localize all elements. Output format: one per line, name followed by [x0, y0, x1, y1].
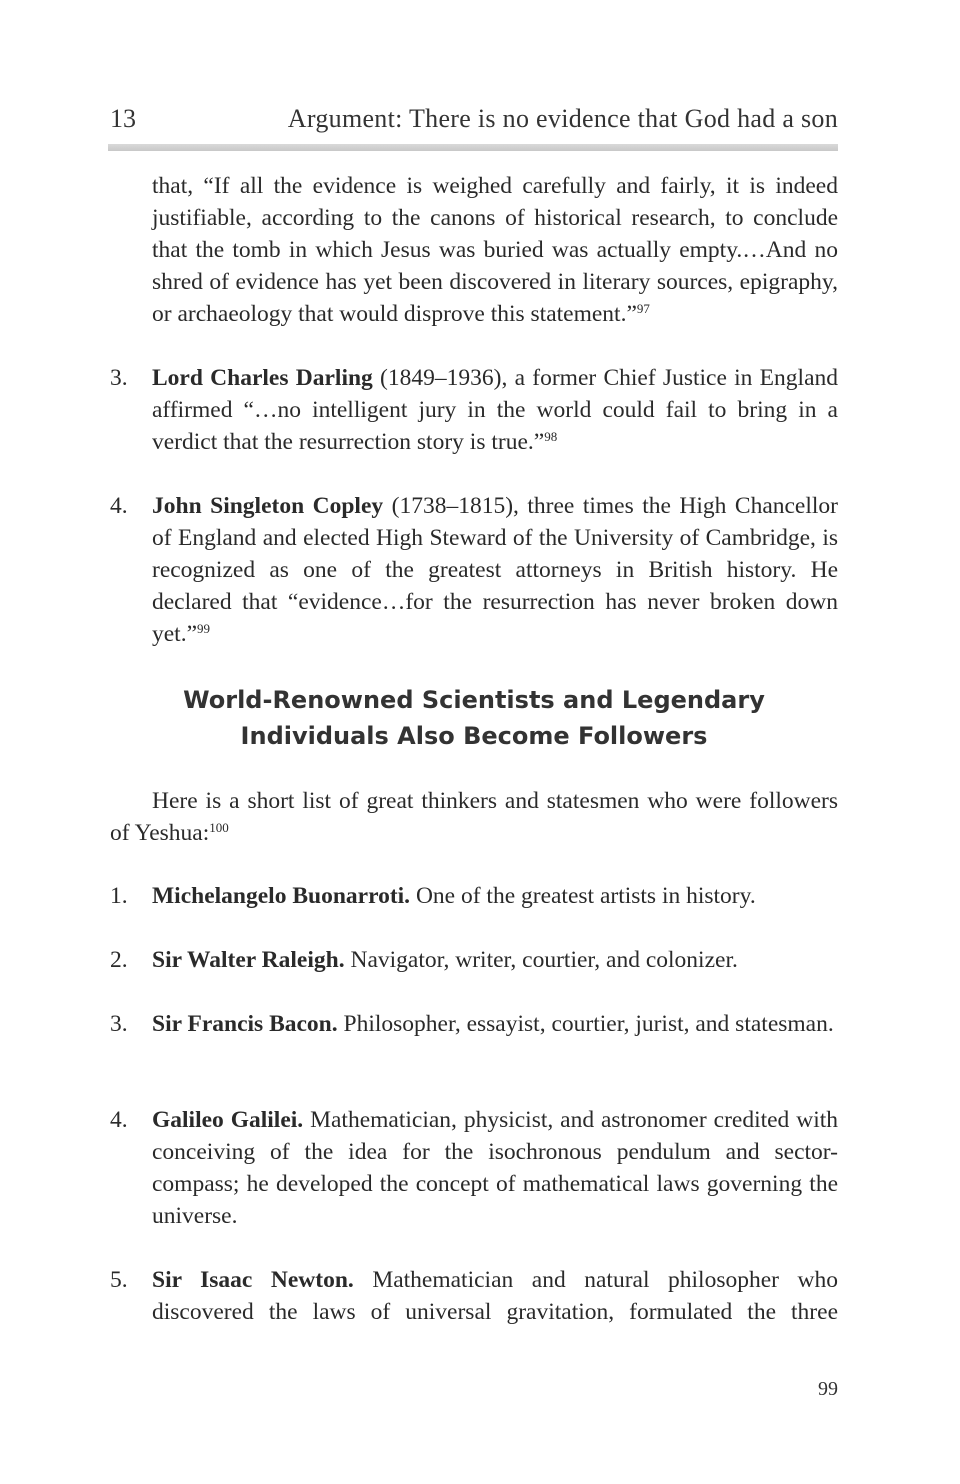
- section-heading: [110, 682, 838, 754]
- footnote-ref: 99: [197, 621, 211, 636]
- item-text: Mathematician, physicist, and astronomer credited with conceiving of the idea for the isochronous pendulum and sector-compass; he developed the concept of mathematical laws governing the universe.: [152, 1107, 839, 1229]
- page-number: 99: [818, 1378, 838, 1400]
- person-name: John Singleton Copley: [152, 493, 384, 519]
- list-number: 4.: [110, 1107, 128, 1133]
- intro-text: Here is a short list of great thinkers and statesmen who were followers of Yeshua:: [110, 788, 838, 846]
- intro-paragraph: [110, 785, 838, 849]
- list-number: 1.: [110, 883, 128, 909]
- list-number: 3.: [110, 1011, 128, 1037]
- item-text: Navigator, writer, courtier, and colonizer.: [344, 947, 738, 973]
- header-rule: [108, 144, 838, 151]
- item-text: Mathematician and natural philosopher who discovered the laws of universal gravitation, formulated the three: [152, 1267, 838, 1325]
- footnote-ref: 100: [209, 820, 229, 835]
- item-text: Philosopher, essayist, courtier, jurist, and statesman.: [337, 1011, 834, 1037]
- chapter-number: 13: [110, 104, 136, 133]
- list-number: 5.: [110, 1267, 128, 1293]
- list-number: 4.: [110, 493, 128, 519]
- item-text: (1738–1815), three times the High Chancellor of England and elected High Steward of the University of Cambridge, is recognized as one of the greatest attorneys in British history. He declared that “evidence…for the resurrection has never broken down yet.”: [152, 493, 838, 647]
- quote-continuation: [152, 170, 838, 330]
- list-item: [152, 880, 838, 912]
- person-name: Sir Isaac Newton.: [152, 1267, 354, 1293]
- person-name: Galileo Galilei.: [152, 1107, 304, 1133]
- item-text: (1849–1936), a former Chief Justice in England affirmed “…no intelligent jury in the world could fail to bring in a verdict that the resurrection story is true.”: [152, 365, 839, 455]
- running-title: Argument: There is no evidence that God had a son: [287, 104, 838, 133]
- heading-line: World-Renowned Scientists and Legendary: [183, 686, 765, 714]
- person-name: Sir Walter Raleigh.: [152, 947, 345, 973]
- list-item: [152, 362, 838, 458]
- list-number: 2.: [110, 947, 128, 973]
- person-name: Sir Francis Bacon.: [152, 1011, 338, 1037]
- item-text: One of the greatest artists in history.: [410, 883, 756, 909]
- list-number: 3.: [110, 365, 128, 391]
- heading-line: Individuals Also Become Followers: [240, 722, 708, 750]
- person-name: Michelangelo Buonarroti.: [152, 883, 411, 909]
- list-item: [152, 1008, 838, 1040]
- running-header: [110, 100, 838, 140]
- footnote-ref: 98: [544, 429, 558, 444]
- list-item: [152, 490, 838, 650]
- person-name: Lord Charles Darling: [152, 365, 373, 391]
- list-item: [152, 1104, 838, 1232]
- list-item: [152, 944, 838, 976]
- quote-text: that, “If all the evidence is weighed carefully and fairly, it is indeed justifiable, according to the canons of historical research, to conclude that the tomb in which Jesus was buried was actually empty.…And no shred of evidence has yet been discovered in literary sources, epigraphy, or archaeology that would disprove this statement.”: [152, 173, 838, 327]
- footnote-ref: 97: [636, 301, 650, 316]
- list-item: [152, 1264, 838, 1328]
